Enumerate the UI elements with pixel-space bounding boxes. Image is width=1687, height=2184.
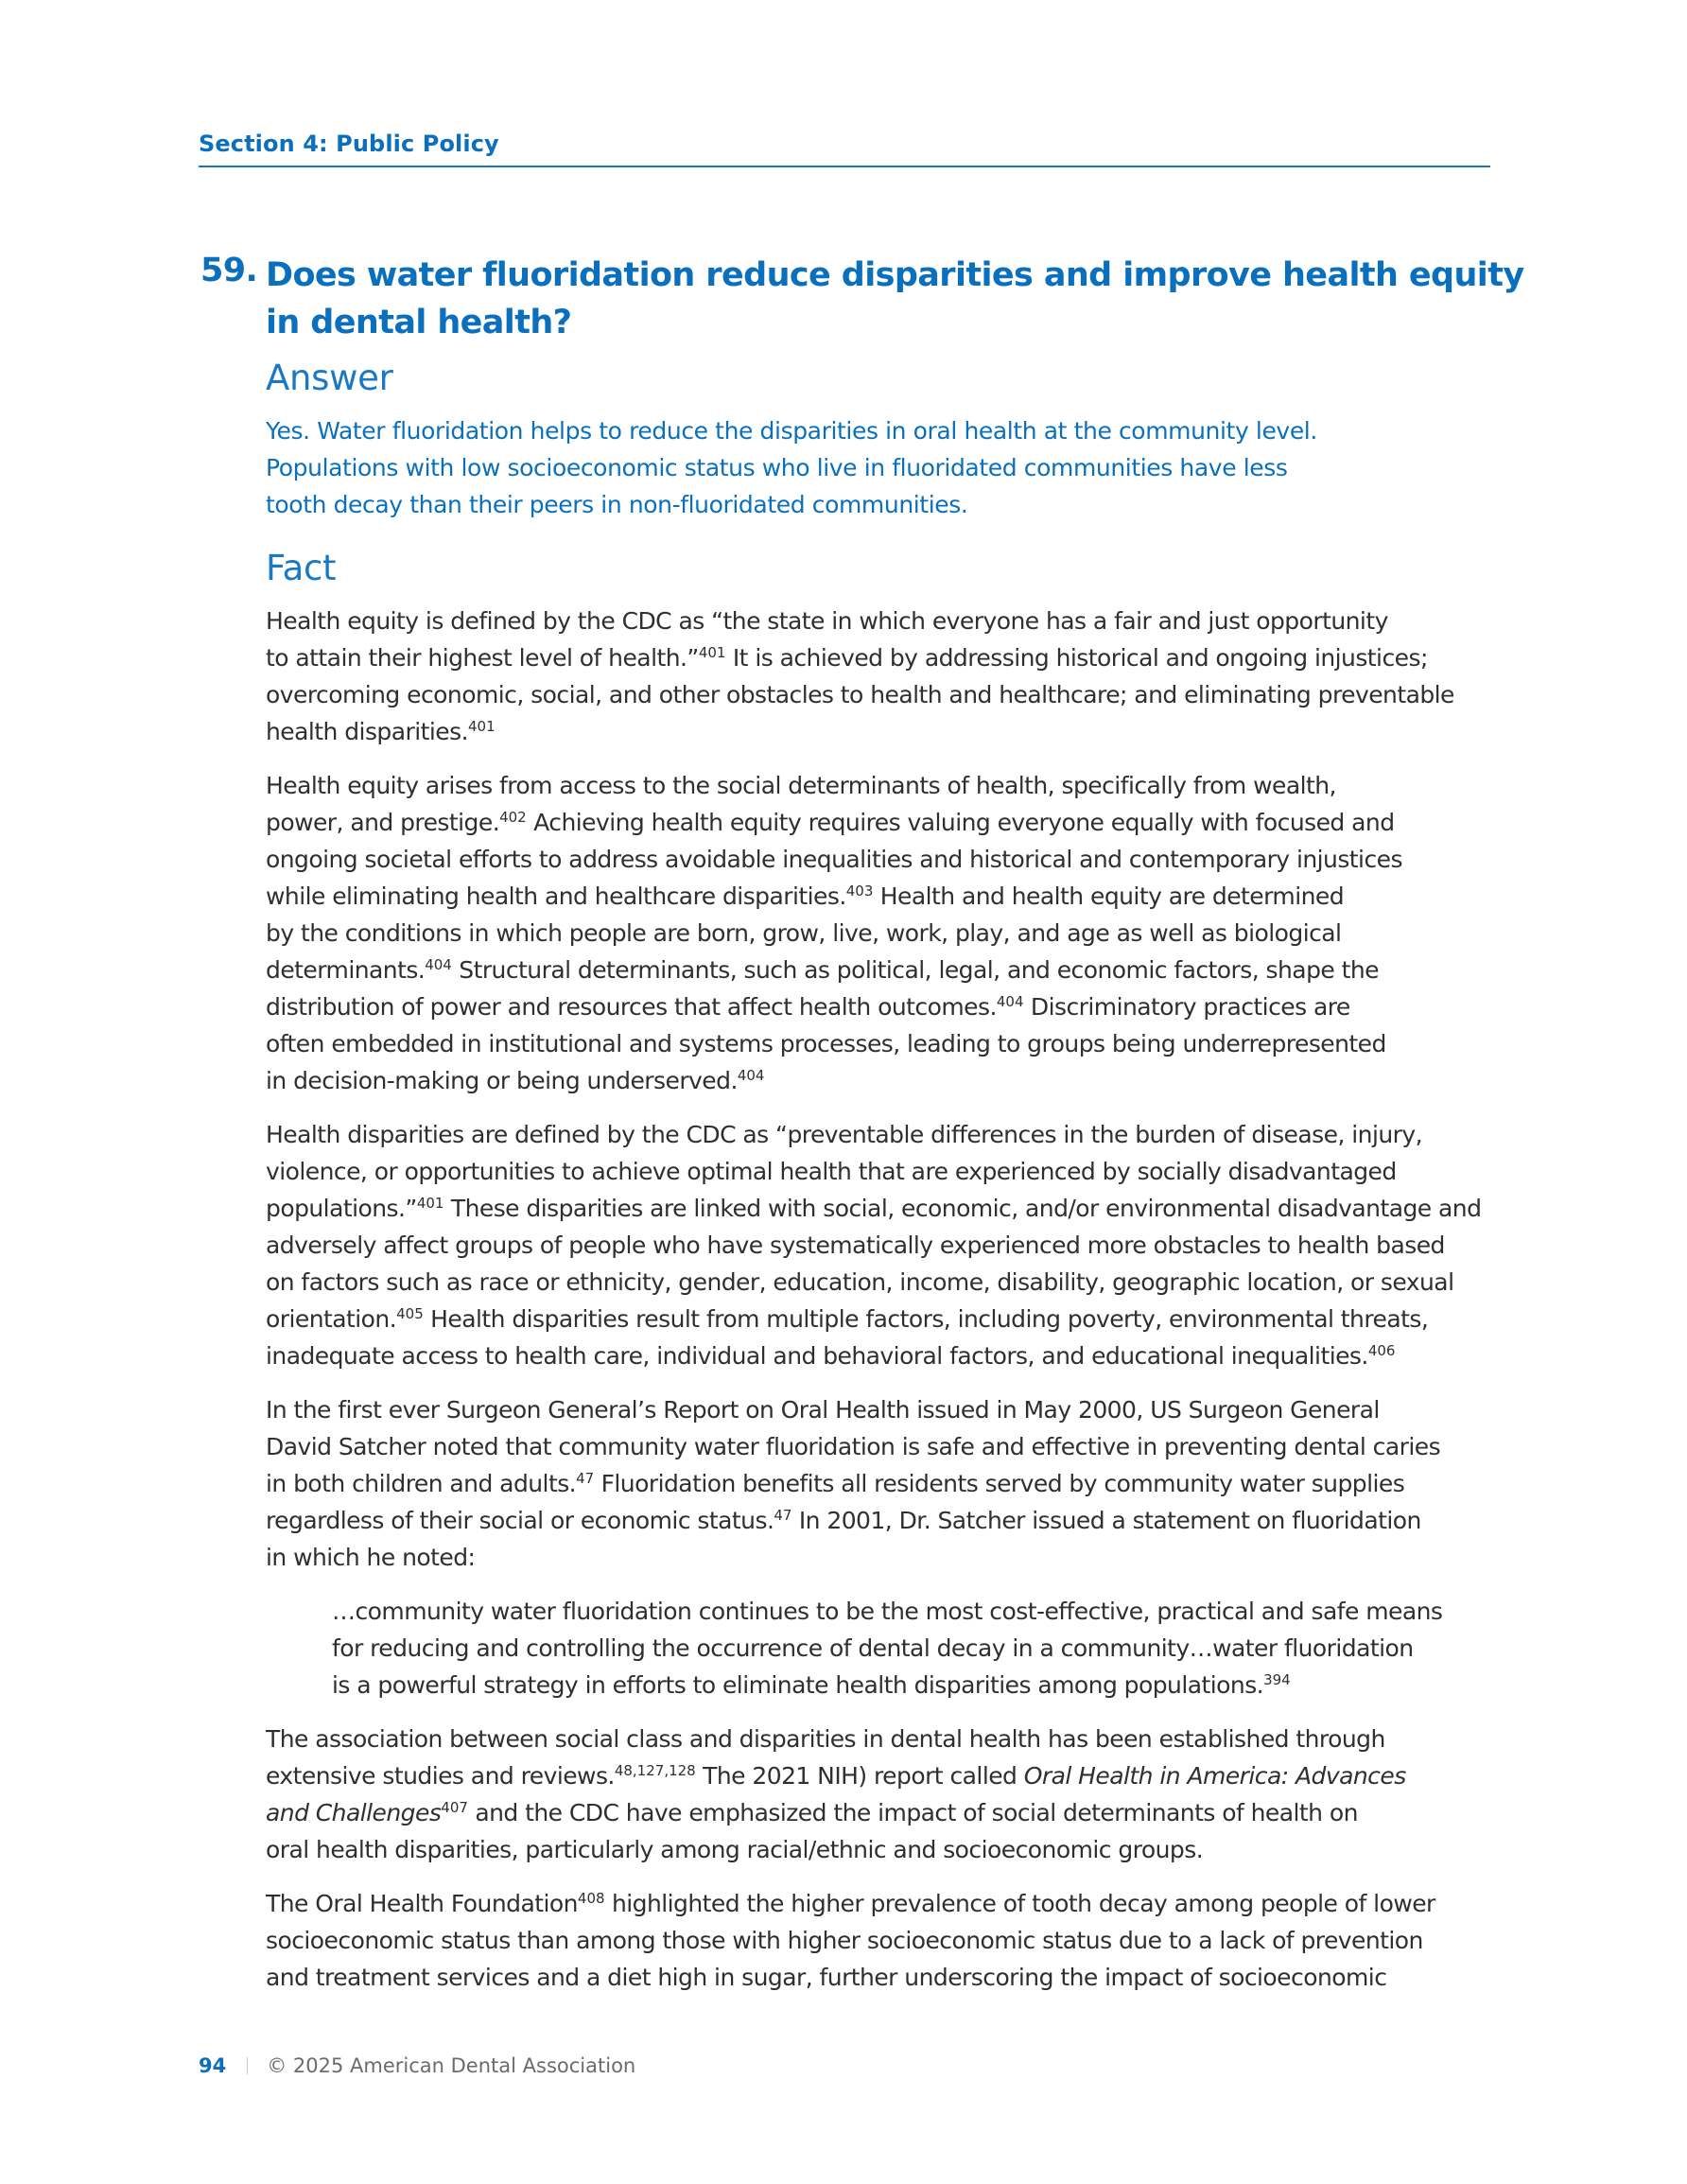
italic-title: Oral Health in America: Advances [1023, 1762, 1406, 1790]
text-segment: overcoming economic, social, and other obstacles to health and healthcare; and eliminating preventable [266, 681, 1454, 708]
text-line [266, 713, 1495, 750]
text-line [266, 1428, 1495, 1465]
text-segment: while eliminating health and healthcare disparities. [266, 882, 846, 910]
text-segment: Achieving health equity requires valuing everyone equally with focused and [526, 809, 1395, 836]
text-line [266, 1116, 1495, 1153]
text-segment: distribution of power and resources that affect health outcomes. [266, 993, 997, 1021]
text-line [266, 603, 1495, 639]
text-line [266, 1922, 1495, 1959]
text-line [266, 1227, 1495, 1264]
text-segment: power, and prestige. [266, 809, 500, 836]
citation-superscript: 404 [737, 1067, 765, 1084]
text-line [266, 804, 1495, 841]
text-segment: populations.” [266, 1195, 417, 1222]
text-segment: determinants. [266, 956, 426, 984]
paragraph [266, 767, 1495, 1099]
answer-line: tooth decay than their peers in non-fluoridated communities. [266, 491, 968, 518]
paragraph [266, 1721, 1495, 1868]
paragraph [266, 1116, 1495, 1374]
text-line [332, 1667, 1495, 1704]
answer-text [266, 412, 1317, 523]
text-segment: orientation. [266, 1305, 397, 1333]
text-segment: It is achieved by addressing historical and ongoing injustices; [725, 644, 1428, 672]
citation-superscript: 405 [396, 1305, 424, 1322]
paragraph [266, 1885, 1495, 1996]
text-line [266, 639, 1495, 676]
text-line [332, 1593, 1495, 1630]
text-line [266, 1190, 1495, 1227]
citation-superscript: 407 [441, 1799, 468, 1816]
answer-line: Populations with low socioeconomic status who live in fluoridated communities have less [266, 454, 1288, 481]
text-line [266, 1062, 1495, 1099]
text-segment: David Satcher noted that community water fluoridation is safe and effective in preventing dental caries [266, 1433, 1441, 1460]
page-footer [199, 2054, 635, 2077]
text-segment: regardless of their social or economic status. [266, 1507, 774, 1534]
text-segment: in decision-making or being underserved. [266, 1067, 738, 1094]
text-line [266, 767, 1495, 804]
text-segment: The Oral Health Foundation [266, 1890, 578, 1917]
question-title-line: in dental health? [266, 304, 572, 341]
text-segment: In 2001, Dr. Satcher issued a statement on fluoridation [791, 1507, 1421, 1534]
text-line [266, 1301, 1495, 1337]
copyright-text: © 2025 American Dental Association [267, 2054, 636, 2077]
text-line [266, 1959, 1495, 1996]
paragraph [266, 1391, 1495, 1576]
fact-body [266, 603, 1495, 2013]
text-line [266, 676, 1495, 713]
fact-heading: Fact [266, 548, 337, 588]
citation-superscript: 403 [845, 882, 874, 900]
text-segment: by the conditions in which people are born, grow, live, work, play, and age as well as biological [266, 919, 1342, 947]
text-segment: adversely affect groups of people who have systematically experienced more obstacles to health based [266, 1232, 1445, 1259]
page-number: 94 [199, 2054, 227, 2077]
text-segment: Health disparities result from multiple factors, including poverty, environmental threats, [423, 1305, 1429, 1333]
text-segment: highlighted the higher prevalence of tooth decay among people of lower [604, 1890, 1435, 1917]
text-line [266, 1885, 1495, 1922]
text-segment: Health equity is defined by the CDC as “the state in which everyone has a fair and just opportunity [266, 607, 1388, 635]
text-line [266, 1721, 1495, 1757]
text-segment: for reducing and controlling the occurrence of dental decay in a community…water fluoridation [332, 1634, 1414, 1662]
text-segment: Discriminatory practices are [1023, 993, 1350, 1021]
text-segment: health disparities. [266, 718, 468, 745]
text-line [266, 1539, 1495, 1576]
citation-superscript: 394 [1263, 1671, 1291, 1688]
text-segment: and treatment services and a diet high in sugar, further underscoring the impact of socioeconomic [266, 1964, 1387, 1991]
answer-line: Yes. Water fluoridation helps to reduce the disparities in oral health at the community level. [266, 417, 1317, 445]
text-segment: Health equity arises from access to the social determinants of health, specifically from wealth, [266, 772, 1336, 799]
citation-superscript: 401 [468, 718, 496, 735]
text-line [266, 1502, 1495, 1539]
text-line [266, 1153, 1495, 1190]
question-title-line: Does water fluoridation reduce disparities and improve health equity [266, 256, 1524, 294]
question-number: 59. [200, 252, 258, 289]
footer-divider [247, 2057, 248, 2074]
text-segment: in which he noted: [266, 1544, 476, 1571]
text-line [266, 1465, 1495, 1502]
text-segment: is a powerful strategy in efforts to eliminate health disparities among populations. [332, 1671, 1264, 1699]
citation-superscript: 406 [1367, 1342, 1396, 1359]
text-segment: The 2021 NIH) report called [695, 1762, 1024, 1790]
citation-superscript: 401 [698, 644, 726, 661]
text-segment: …community water fluoridation continues to be the most cost-effective, practical and safe means [332, 1598, 1443, 1625]
text-segment: In the first ever Surgeon General’s Report on Oral Health issued in May 2000, US Surgeon General [266, 1396, 1380, 1424]
text-segment: violence, or opportunities to achieve optimal health that are experienced by socially disadvantaged [266, 1158, 1397, 1185]
text-line [266, 1264, 1495, 1301]
text-segment: The association between social class and disparities in dental health has been established through [266, 1725, 1385, 1753]
citation-superscript: 404 [996, 993, 1024, 1010]
text-segment: extensive studies and reviews. [266, 1762, 615, 1790]
text-segment: These disparities are linked with social, economic, and/or environmental disadvantage and [443, 1195, 1482, 1222]
text-line [266, 1831, 1495, 1868]
text-line [266, 1337, 1495, 1374]
text-segment: often embedded in institutional and systems processes, leading to groups being underrepresented [266, 1030, 1386, 1057]
text-segment: and the CDC have emphasized the impact of social determinants of health on [467, 1799, 1358, 1826]
text-segment: on factors such as race or ethnicity, gender, education, income, disability, geographic location, or sexual [266, 1268, 1454, 1296]
citation-superscript: 401 [416, 1195, 444, 1212]
text-line [266, 1757, 1495, 1794]
text-segment: in both children and adults. [266, 1470, 577, 1497]
text-line [266, 952, 1495, 988]
text-segment: oral health disparities, particularly among racial/ethnic and socioeconomic groups. [266, 1836, 1204, 1863]
citation-superscript: 47 [774, 1507, 792, 1524]
citation-superscript: 402 [499, 809, 527, 826]
italic-title: and Challenges [266, 1799, 442, 1826]
text-segment: inadequate access to health care, individual and behavioral factors, and educational inequalities. [266, 1342, 1368, 1370]
text-segment: Structural determinants, such as political, legal, and economic factors, shape the [451, 956, 1380, 984]
text-line [266, 915, 1495, 952]
text-line [332, 1630, 1495, 1667]
text-line [266, 1391, 1495, 1428]
text-segment: Health and health equity are determined [873, 882, 1345, 910]
citation-superscript: 404 [425, 956, 452, 973]
text-line [266, 841, 1495, 878]
paragraph [266, 603, 1495, 750]
section-header: Section 4: Public Policy [199, 131, 499, 157]
text-segment: socioeconomic status than among those with higher socioeconomic status due to a lack of prevention [266, 1927, 1423, 1954]
text-line [266, 1794, 1495, 1831]
text-line [266, 988, 1495, 1025]
answer-heading: Answer [266, 358, 393, 398]
block-quote [332, 1593, 1495, 1704]
citation-superscript: 47 [576, 1470, 595, 1487]
question-title [266, 252, 1524, 346]
citation-superscript: 48,127,128 [614, 1762, 696, 1779]
text-segment: to attain their highest level of health.” [266, 644, 699, 672]
text-segment: Health disparities are defined by the CDC as “preventable differences in the burden of disease, injury, [266, 1121, 1423, 1148]
citation-superscript: 408 [577, 1890, 605, 1907]
text-line [266, 1025, 1495, 1062]
text-segment: ongoing societal efforts to address avoidable inequalities and historical and contemporary injustices [266, 846, 1402, 873]
text-segment: Fluoridation benefits all residents served by community water supplies [594, 1470, 1405, 1497]
text-line [266, 878, 1495, 915]
section-divider [199, 166, 1490, 167]
